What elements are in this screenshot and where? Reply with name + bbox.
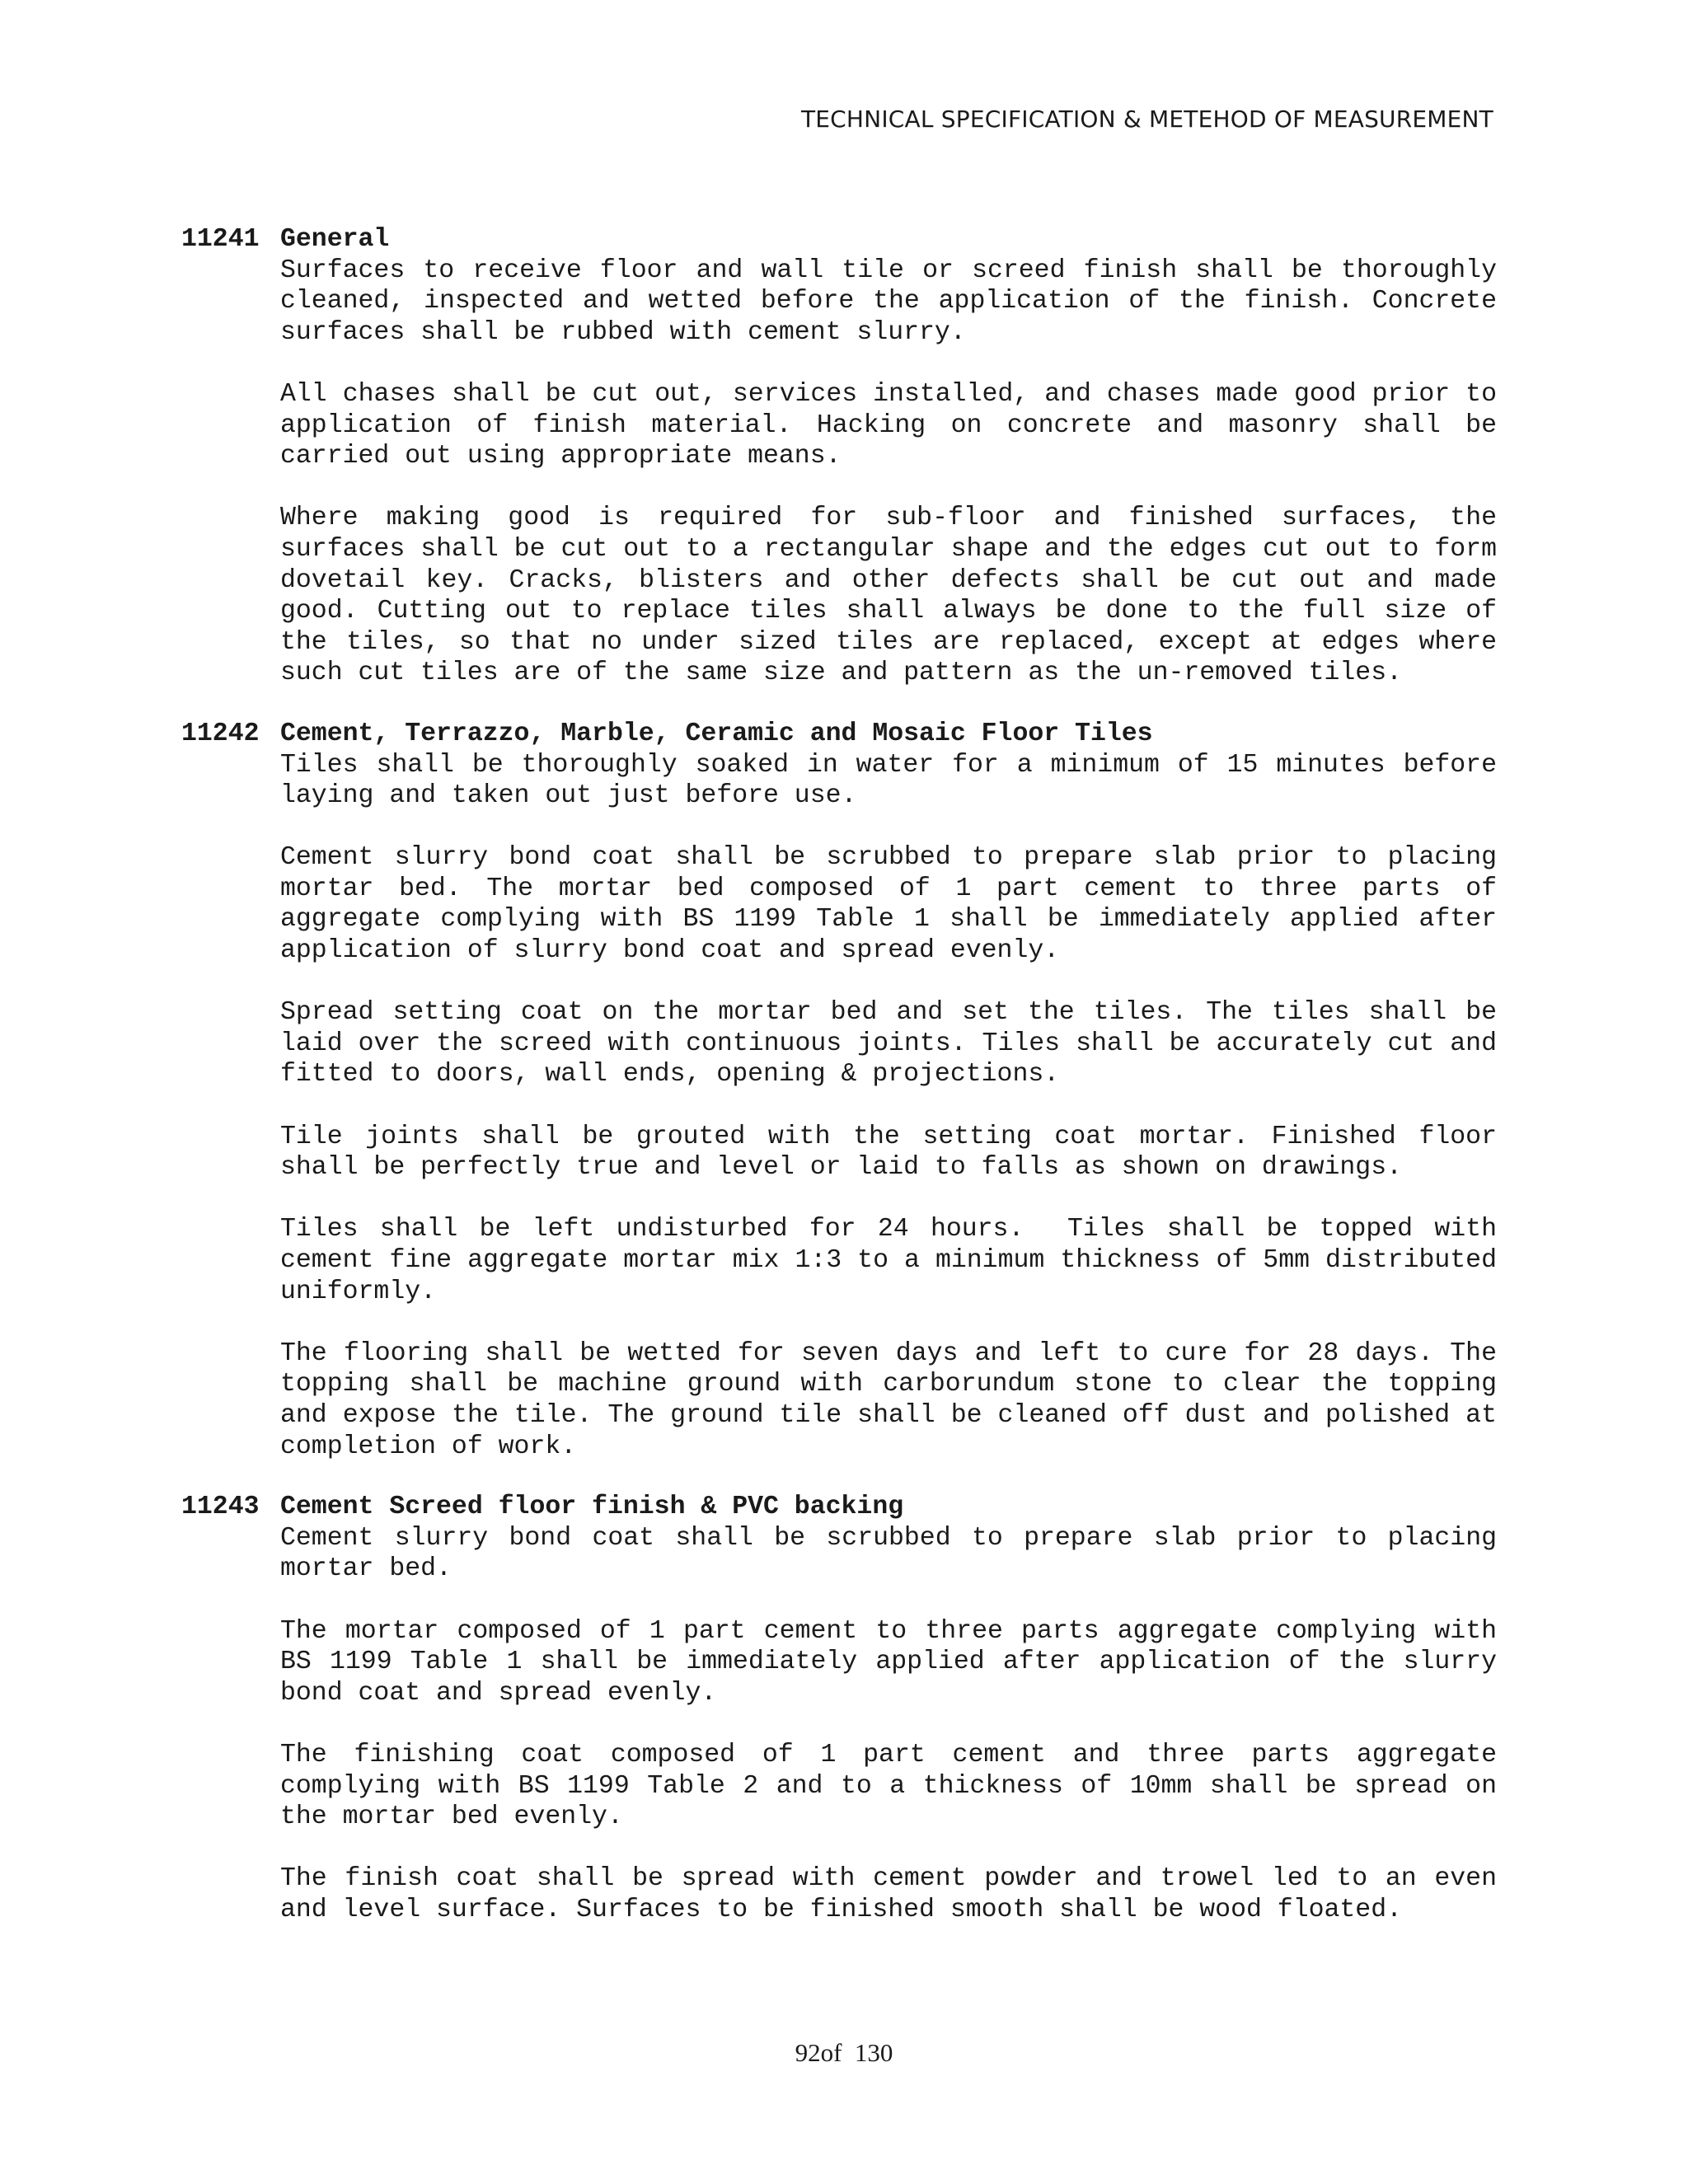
paragraph: Where making good is required for sub-floor and finished surfaces, the surfaces shall be cut out to a rectangular shape and the edges cut out to form dovetail key. Cracks, blisters and other defects shall be cut out and made good. Cutting out to replace tiles shall always be done to the full size of the tiles, so that no under sized tiles are replaced, except at edges where such cut tiles are of the same size and pattern as the un-removed tiles. (280, 504, 1512, 688)
paragraph: The finishing coat composed of 1 part cement and three parts aggregate complying with BS 1199 Table 2 and to a thickness of 10mm shall be spread on the mortar bed evenly. (280, 1740, 1512, 1832)
section-number: 11242 (181, 719, 260, 748)
page-footer (0, 2038, 1688, 2068)
section-number: 11243 (181, 1493, 260, 1522)
section-heading (181, 719, 1497, 750)
section-11243 (181, 1492, 1622, 1925)
section-heading (181, 224, 1497, 255)
section-11241 (181, 224, 1512, 689)
section-title: General (280, 225, 390, 254)
paragraph: Spread setting coat on the mortar bed and set the tiles. The tiles shall be laid over the screed with continuous joints. Tiles shall be accurately cut and fitted to doors, wall ends, opening & projections. (280, 998, 1512, 1090)
paragraph: The mortar composed of 1 part cement to three parts aggregate complying with BS 1199 Table 1 shall be immediately applied after application of the slurry bond coat and spread evenly. (280, 1616, 1622, 1708)
total-pages: 130 (854, 2038, 893, 2067)
section-title: Cement Screed floor finish & PVC backing (280, 1493, 904, 1522)
section-body (280, 750, 1512, 1463)
document-title: TECHNICAL SPECIFICATION & METEHOD OF MEASUREMENT (800, 105, 1493, 133)
section-11242 (181, 719, 1512, 1462)
paragraph: All chases shall be cut out, services installed, and chases made good prior to application of finish material. Hacking on concrete and masonry shall be carried out using appropriate means. (280, 379, 1512, 471)
page-number-separator: of (820, 2038, 842, 2067)
paragraph: Tile joints shall be grouted with the setting coat mortar. Finished floor shall be perfectly true and level or laid to falls as shown on drawings. (280, 1122, 1512, 1183)
section-title: Cement, Terrazzo, Marble, Ceramic and Mosaic Floor Tiles (280, 719, 1153, 748)
document-body (181, 224, 1622, 1955)
section-body (280, 255, 1512, 689)
page-number: 92 (795, 2038, 821, 2067)
paragraph: Tiles shall be thoroughly soaked in water for a minimum of 15 minutes before laying and taken out just before use. (280, 750, 1512, 811)
section-number: 11241 (181, 225, 260, 254)
paragraph: Tiles shall be left undisturbed for 24 hours. Tiles shall be topped with cement fine aggregate mortar mix 1:3 to a minimum thickness of 5mm distributed uniformly. (280, 1215, 1512, 1306)
paragraph: The flooring shall be wetted for seven days and left to cure for 28 days. The topping shall be machine ground with carborundum stone to clear the topping and expose the tile. The ground tile shall be cleaned off dust and polished at completion of work. (280, 1338, 1512, 1461)
section-heading (181, 1492, 1497, 1523)
paragraph: Cement slurry bond coat shall be scrubbed to prepare slab prior to placing mortar bed. (280, 1523, 1512, 1584)
page-header (801, 105, 1493, 133)
section-body (280, 1523, 1622, 1926)
paragraph: Cement slurry bond coat shall be scrubbed to prepare slab prior to placing mortar bed. The mortar bed composed of 1 part cement to three parts of aggregate complying with BS 1199 Table 1 shall be immediately applied after application of slurry bond coat and spread evenly. (280, 843, 1512, 966)
paragraph: Surfaces to receive floor and wall tile or screed finish shall be thoroughly cleaned, inspected and wetted before the application of the finish. Concrete surfaces shall be rubbed with cement slurry. (280, 255, 1512, 347)
paragraph: The finish coat shall be spread with cement powder and trowel led to an even and level surface. Surfaces to be finished smooth shall be wood floated. (280, 1864, 1512, 1924)
